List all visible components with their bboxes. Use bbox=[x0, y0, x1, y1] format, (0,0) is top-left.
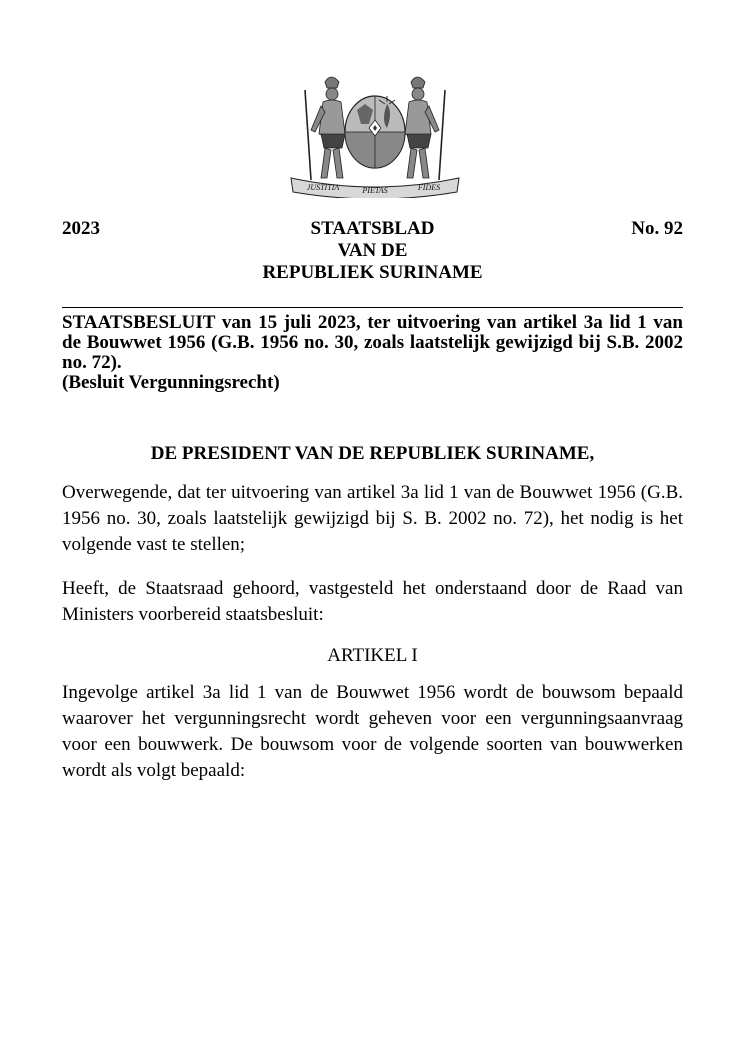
article-paragraph: Ingevolge artikel 3a lid 1 van de Bouwwet 1956 wordt de bouwsom bepaald waarover het vergunningsrecht wordt geheven voor een vergunningsaanvraag voor een bouwwerk. De bouwsom voor de volgende soorten van bouwwerken wordt als volgt bepaald: bbox=[62, 682, 683, 781]
president-heading: DE PRESIDENT VAN DE REPUBLIEK SURINAME, bbox=[150, 443, 595, 464]
gazette-title-line1: STAATSBLAD bbox=[310, 218, 435, 239]
coat-of-arms-emblem bbox=[287, 70, 463, 198]
gazette-number: No. 92 bbox=[631, 218, 683, 239]
decree-short-title: (Besluit Vergunningsrecht) bbox=[62, 372, 280, 393]
motto-center: PIETAS bbox=[362, 186, 388, 195]
gazette-year: 2023 bbox=[62, 218, 100, 239]
header-divider bbox=[62, 307, 683, 308]
decree-title: STAATSBESLUIT van 15 juli 2023, ter uitvoering van artikel 3a lid 1 van de Bouwwet 1956 (G.B. 1956 no. 30, zoals laatstelijk gewijzigd bij S.B. 2002 no. 72). bbox=[62, 312, 683, 373]
gazette-title bbox=[62, 218, 683, 284]
considerations-paragraph: Overwegende, dat ter uitvoering van artikel 3a lid 1 van de Bouwwet 1956 (G.B. 1956 no. 30, zoals laatstelijk gewijzigd bij S. B. 2002 no. 72), het nodig is het volgende vast te stellen; bbox=[62, 482, 683, 555]
enactment-paragraph: Heeft, de Staatsraad gehoord, vastgesteld het onderstaand door de Raad van Ministers voorbereid staatsbesluit: bbox=[62, 578, 683, 625]
motto-right: FIDES bbox=[417, 183, 441, 192]
gazette-title-line2: VAN DE bbox=[337, 240, 408, 261]
motto-left: JUSTITIA bbox=[306, 183, 340, 192]
coat-of-arms-suriname bbox=[287, 70, 463, 198]
gazette-title-line3: REPUBLIEK SURINAME bbox=[262, 262, 483, 283]
article-heading: ARTIKEL I bbox=[327, 645, 418, 666]
